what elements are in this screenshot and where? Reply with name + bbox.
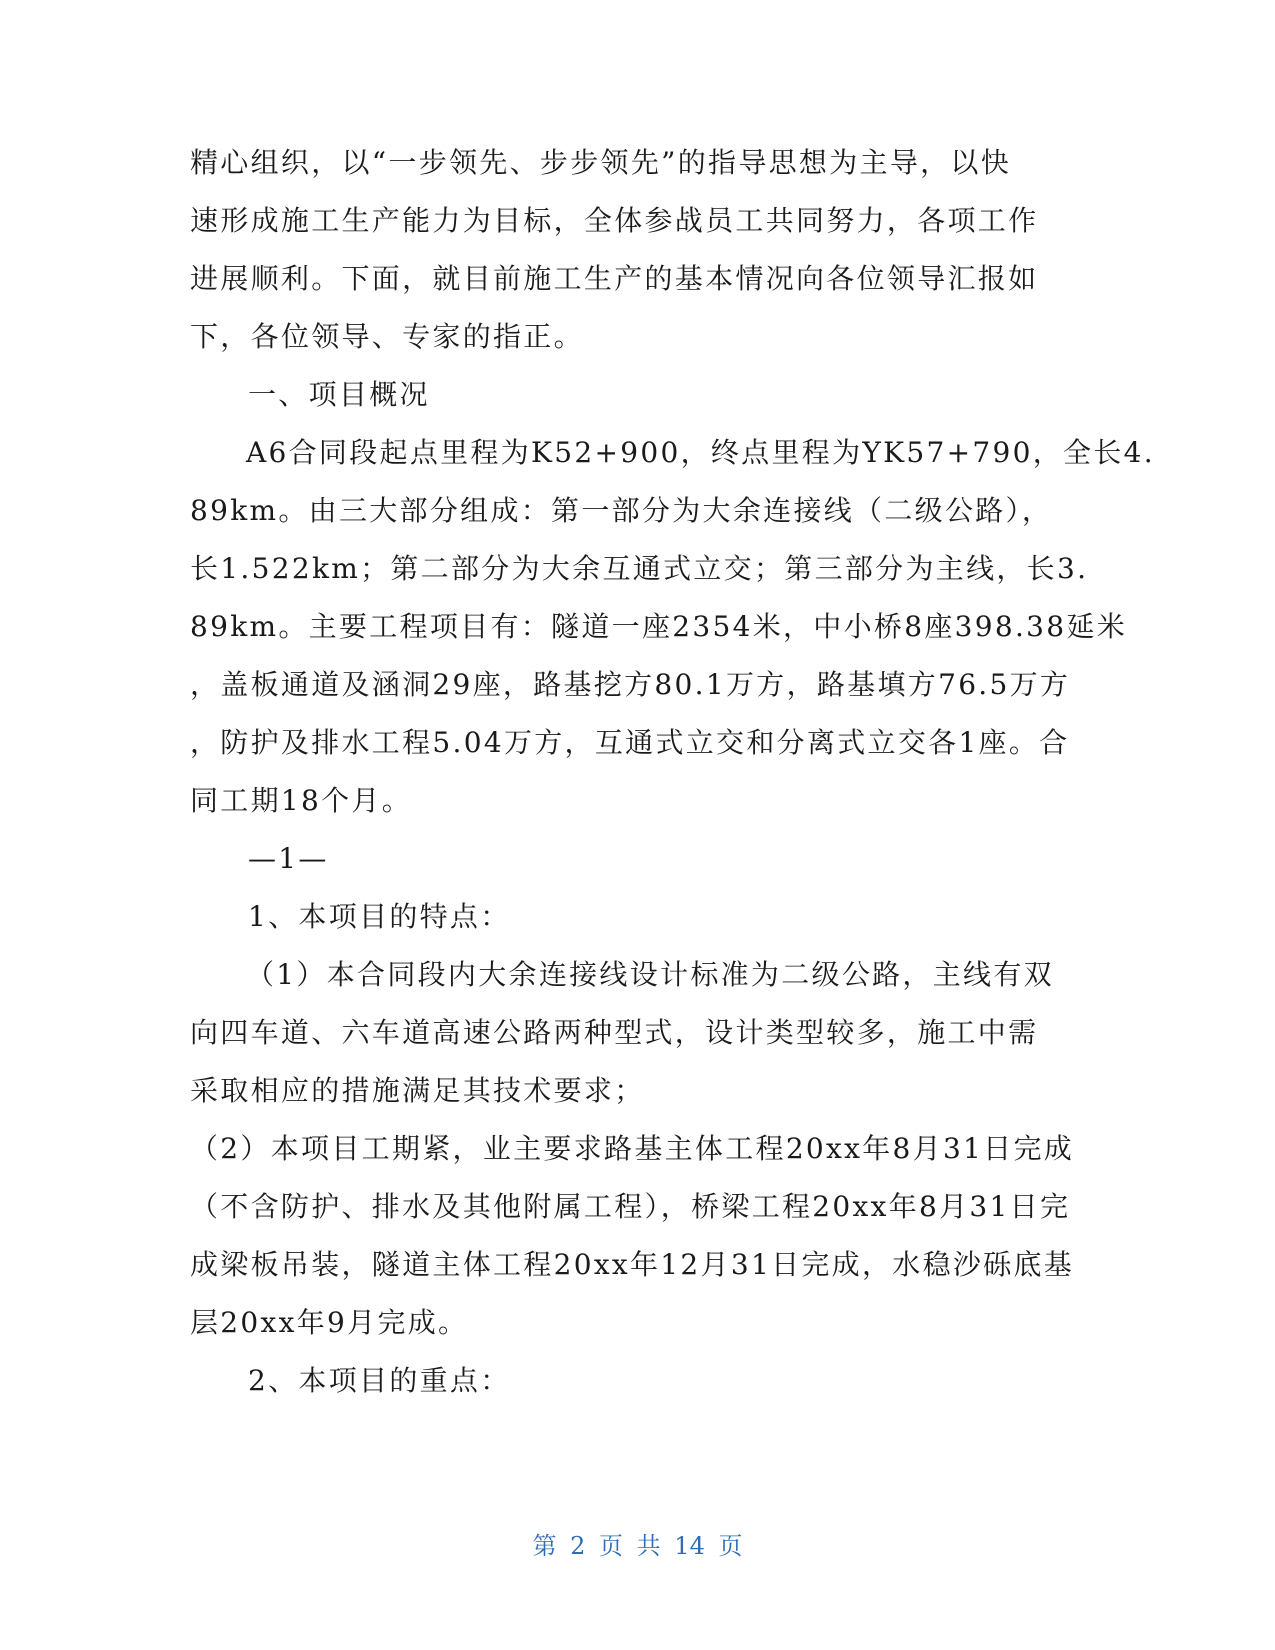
page-footer: 第 2 页 共 14 页 [532, 1532, 743, 1560]
text-line: 89km。由三大部分组成：第一部分为大余连接线（二级公路）， [190, 494, 1053, 527]
text-line: 成梁板吊装，隧道主体工程20xx年12月31日完成，水稳沙砾底基 [190, 1248, 1075, 1281]
text-line: 层20xx年9月完成。 [190, 1306, 469, 1339]
text-line: （不含防护、排水及其他附属工程），桥梁工程20xx年8月31日完 [190, 1190, 1071, 1223]
text-line: 同工期18个月。 [190, 784, 413, 817]
text-line: （2）本项目工期紧，业主要求路基主体工程20xx年8月31日完成 [190, 1132, 1075, 1165]
inline-page-number: —1— [248, 842, 329, 875]
text-line: （1）本合同段内大余连接线设计标准为二级公路，主线有双 [246, 958, 1054, 991]
text-line: 长1.522km；第二部分为大余互通式立交；第三部分为主线，长3. [190, 552, 1089, 585]
text-line: ，盖板通道及涵洞29座，路基挖方80.1万方，路基填方76.5万方 [190, 668, 1071, 701]
text-line: A6合同段起点里程为K52+900，终点里程为YK57+790，全长4. [246, 436, 1155, 469]
section-heading: 一、项目概况 [248, 378, 430, 411]
subheading: 2、本项目的重点： [248, 1364, 511, 1397]
text-line: ，防护及排水工程5.04万方，互通式立交和分离式立交各1座。合 [190, 726, 1070, 759]
text-line: 向四车道、六车道高速公路两种型式，设计类型较多，施工中需 [190, 1016, 1039, 1049]
text-line: 下，各位领导、专家的指正。 [190, 320, 584, 353]
text-line: 进展顺利。下面，就目前施工生产的基本情况向各位领导汇报如 [190, 262, 1039, 295]
text-line: 速形成施工生产能力为目标，全体参战员工共同努力，各项工作 [190, 204, 1039, 237]
subheading: 1、本项目的特点： [248, 900, 511, 933]
text-line: 89km。主要工程项目有：隧道一座2354米，中小桥8座398.38延米 [190, 610, 1127, 643]
text-line: 精心组织，以“一步领先、步步领先”的指导思想为主导，以快 [190, 146, 1012, 179]
text-line: 采取相应的措施满足其技术要求； [190, 1074, 645, 1107]
